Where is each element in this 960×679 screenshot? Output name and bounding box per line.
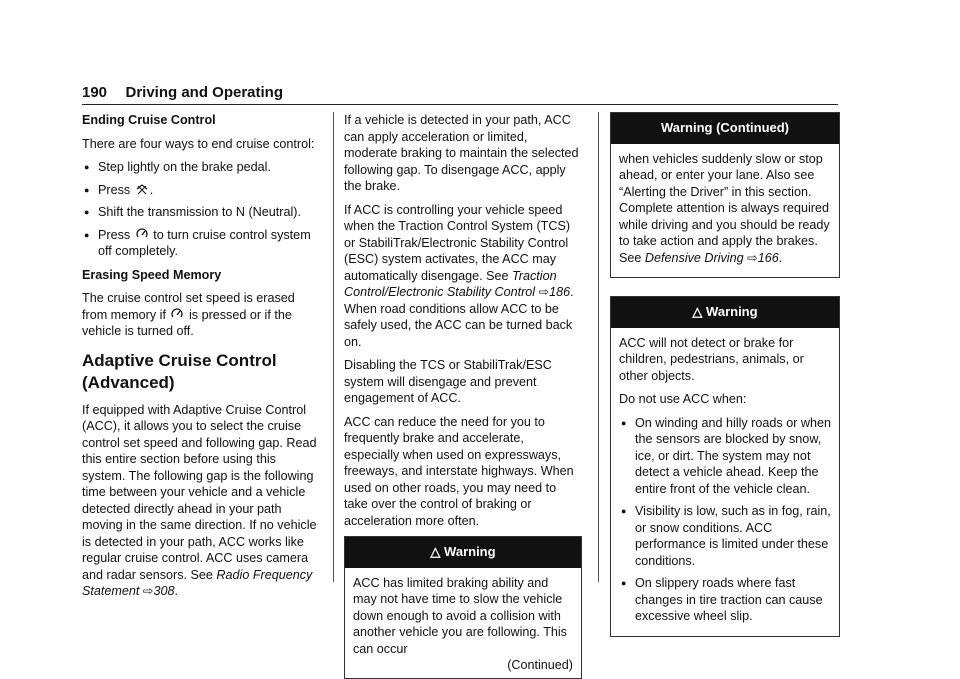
warning-icon: △: [430, 544, 441, 559]
list-item: ● On slippery roads where fast changes in tire traction can cause excessive wheel slip.: [619, 575, 831, 625]
cruise-control-icon: [171, 308, 183, 320]
cross-reference-link[interactable]: Radio Frequency Statement: [82, 567, 313, 598]
warning-text: when vehicles suddenly slow or stop ahead, or enter your lane. Also see “Alerting the Driver” in this section. Complete attention is always required while driving and you should be ready to take action and apply the brakes. See Defensive Driving ⇨166.: [619, 151, 830, 265]
list-item: ● Step lightly on the brake pedal.: [82, 159, 322, 176]
column-2: [344, 112, 582, 679]
warning-box: [610, 112, 840, 278]
list-item: ● Press .: [82, 182, 322, 199]
list-item: ● Visibility is low, such as in fog, rain, or snow conditions. ACC performance is limited under these conditions.: [619, 503, 831, 569]
list-item: ● Press to turn cruise control system off completely.: [82, 227, 322, 260]
column-divider: [333, 112, 334, 582]
acc-heading: Adaptive Cruise Control (Advanced): [82, 350, 277, 392]
page-ref-icon: ⇨: [142, 584, 154, 598]
warning-text: ACC has limited braking ability and may not have time to slow the vehicle down enough to avoid a collision with another vehicle you are following. This can occur: [353, 575, 567, 656]
column-3: [610, 112, 840, 637]
paragraph: If a vehicle is detected in your path, ACC can apply acceleration or limited, moderate braking to maintain the selected following gap. To disengage ACC, apply the brake.: [344, 113, 579, 193]
paragraph: Disabling the TCS or StabiliTrak/ESC system will disengage and prevent engagement of ACC.: [344, 358, 552, 405]
list-item: ● On winding and hilly roads or when the sensors are blocked by snow, ice, or dirt. The system may not detect a vehicle ahead. Keep the entire front of the vehicle clean.: [619, 415, 831, 498]
ending-intro: There are four ways to end cruise control:: [82, 136, 315, 151]
cross-reference-link[interactable]: Defensive Driving: [644, 250, 744, 265]
warning-icon: △: [692, 304, 703, 319]
page-ref-icon: ⇨: [538, 285, 550, 299]
page-number: 190: [82, 84, 108, 101]
page-ref-icon: ⇨: [747, 250, 758, 265]
warning-box: [344, 536, 582, 679]
section-title: Driving and Operating: [125, 84, 283, 101]
warning-title: △ Warning: [345, 537, 581, 568]
acc-paragraph: If equipped with Adaptive Cruise Control (ACC), it allows you to select the cruise control set speed and following gap. Read this entire section before using this system. The following gap is the following time between your vehicle and a vehicle detected directly ahead in your path moving in the same direction. If no vehicle is detected in your path, ACC works like regular cruise control. ACC uses camera and radar sensors. See Radio Frequency Statement ⇨308.: [82, 402, 317, 598]
warning-box: [610, 296, 840, 637]
ending-heading: Ending Cruise Control: [82, 113, 216, 127]
warning-list: [619, 415, 831, 625]
warning-text: Do not use ACC when:: [619, 392, 747, 406]
warning-title: △ Warning: [611, 297, 839, 328]
column-1: [82, 112, 322, 607]
cruise-control-icon: [136, 228, 148, 240]
ending-list: [82, 159, 322, 260]
warning-text: ACC will not detect or brake for children, pedestrians, animals, or other objects.: [619, 335, 804, 383]
erasing-heading: Erasing Speed Memory: [82, 267, 222, 282]
cancel-cruise-icon: [136, 183, 148, 195]
list-item: ● Shift the transmission to N (Neutral).: [82, 204, 322, 221]
paragraph: If ACC is controlling your vehicle speed when the Traction Control System (TCS) or StabiliTrak/Electronic Stability Control (ESC) system activates, the ACC may automatically disengage. See Traction Control/Electronic Stability Control ⇨186. When road conditions allow ACC to be safely used, the ACC can be turned back on.: [344, 202, 574, 349]
paragraph: ACC can reduce the need for you to frequently brake and accelerate, especially when used on expressways, freeways, and interstate highways. When used on other roads, you may need to take over the control of braking or acceleration more often.: [344, 414, 574, 528]
cross-reference-link[interactable]: Traction Control/Electronic Stability Control: [344, 268, 557, 299]
page-header: [82, 84, 838, 105]
warning-title: Warning (Continued): [611, 113, 839, 144]
column-divider: [598, 112, 599, 582]
erasing-paragraph: The cruise control set speed is erased from memory if is pressed or if the vehicle is turned off.: [82, 291, 295, 338]
continued-label: (Continued): [507, 658, 573, 672]
